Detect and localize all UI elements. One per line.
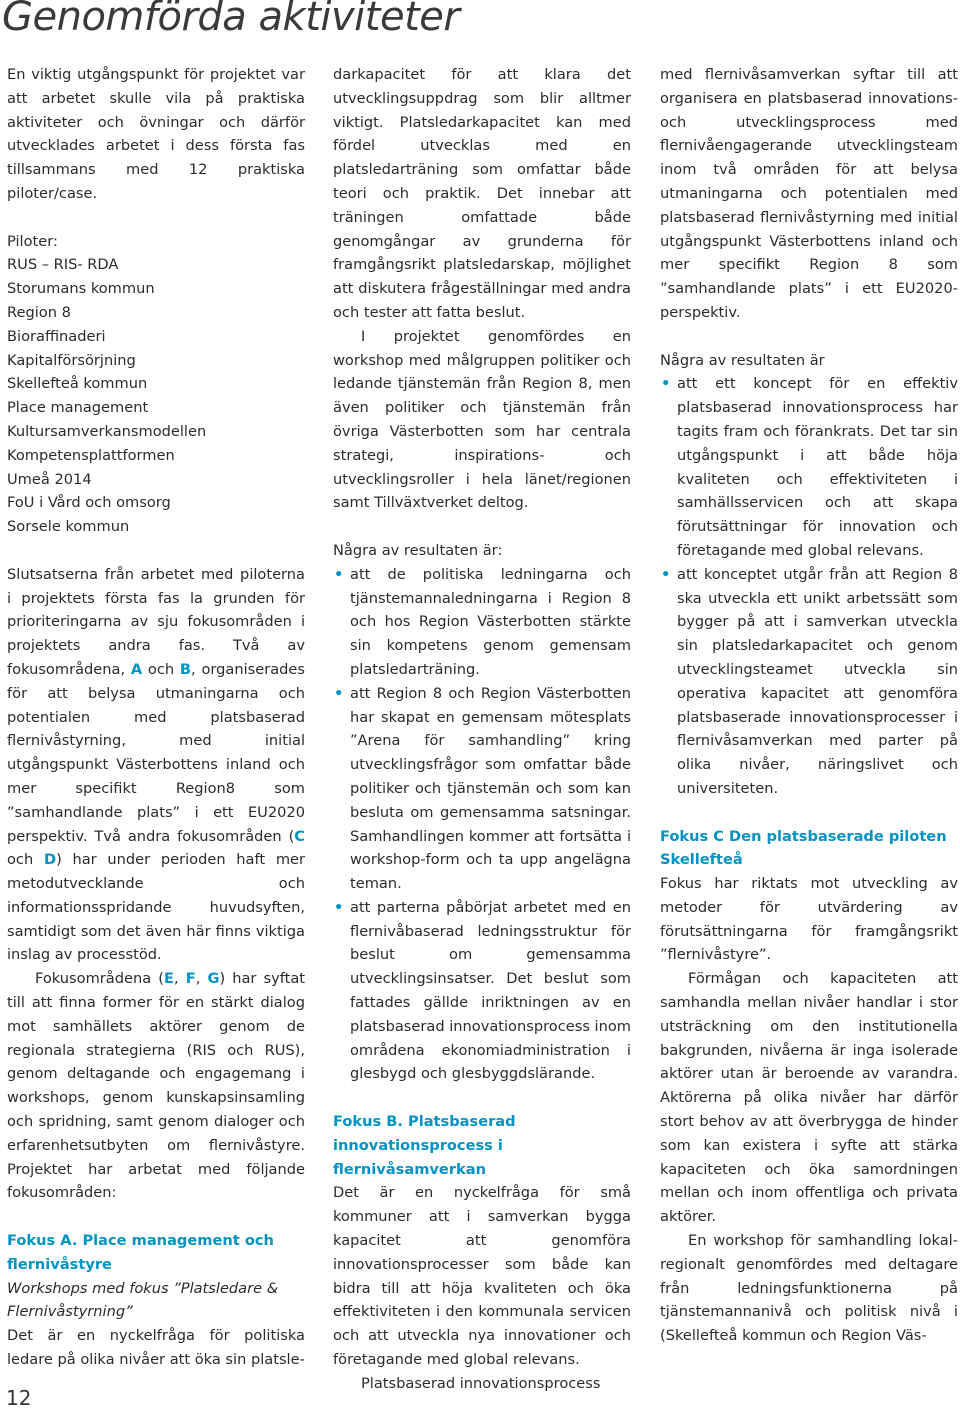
- page-number: 12: [6, 1386, 32, 1410]
- results-list: [660, 372, 958, 800]
- column-2: [333, 63, 631, 1396]
- focus-letter-d: D: [43, 851, 57, 869]
- focus-letter-f: F: [185, 970, 196, 988]
- list-item: • att ett koncept för en effektiv platsbaserad innovationsprocess har tagits fram och förankrats. Det tar sin utgångspunkt i att både höja kvaliteten och effektiviteten i samhällsservicen och att skapa förutsättningar för innovation och företagande med global relevans.: [660, 372, 958, 562]
- pilot-item: Bioraffinaderi: [7, 327, 106, 345]
- pilot-item: Umeå 2014: [7, 470, 92, 488]
- capacity-paragraph: Förmågan och kapaciteten att samhandla mellan nivåer handlar i stor utsträckning om den institutionella bakgrunden, nivåerna är inga isolerade aktörer utan är beroende av varandra. Aktörerna på olika nivåer har därför stort behov av att överbrygga de hinder som kan existera i syfte att stärka kapaciteten och öka samordningen mellan och inom offentliga och privata aktörer.: [660, 970, 958, 1226]
- bullet-icon: •: [661, 565, 671, 583]
- dialogue-paragraph: Fokusområdena (E, F, G) har syftat till att finna former för en stärkt dialog mot samhällets aktörer genom de regionala strategierna (RIS och RUS), genom deltagande och engagemang i workshops, genom kunskapsinsamling och spridning, samt genom dialoger och erfarenhetsutbyten om flernivåstyre. Projektet har arbetat med följande fokusområden:: [7, 970, 306, 1202]
- focus-letter-g: G: [207, 970, 220, 988]
- pilot-item: Storumans kommun: [7, 280, 155, 298]
- pilot-item: RUS – RIS- RDA: [7, 256, 119, 274]
- fokus-b-heading: Fokus B. Platsbaserad innovationsprocess i flernivåsamverkan: [333, 1113, 516, 1178]
- fokus-a-text: Det är en nyckelfråga för politiska ledare på olika nivåer att öka sin platsle-: [7, 1327, 305, 1369]
- workshop-skelleftea-paragraph: En workshop för samhandling lokal-regionalt genomfördes med deltagare från ledningsfunktionerna på tjänstemannanivå och politisk nivå i (Skellefteå kommun och Region Väs-: [660, 1232, 958, 1345]
- pilots-label: Piloter:: [7, 232, 58, 250]
- results-label: Några av resultaten är: [660, 351, 825, 369]
- list-item: • att de politiska ledningarna och tjänstemannaledningarna i Region 8 och hos Region Västerbotten stärkte sin kompetens genom gemensam platsledarträning.: [333, 563, 631, 682]
- innovation-paragraph: med flernivåsamverkan syftar till att organisera en platsbaserad innovations- och utvecklingsprocess med flernivåengagerande utvecklingsteam inom två områden för att belysa utmaningarna och potentialen med platsbaserad flernivåstyrning med initial utgångspunkt Västerbottens inland och mer specifikt Region 8 som ”samhandlande plats” i ett EU2020-perspektiv.: [660, 66, 958, 321]
- focus-letter-b: B: [179, 660, 192, 678]
- column-3: [660, 63, 958, 1348]
- pilot-list: [7, 230, 305, 539]
- pilot-item: Place management: [7, 399, 149, 417]
- pilot-item: Kultursamverkansmodellen: [7, 422, 207, 440]
- page-title: Genomförda aktiviteter: [2, 0, 460, 40]
- fokus-b-text: Det är en nyckelfråga för små kommuner att i samverkan bygga kapacitet att genomföra innovationsprocesser som både kan bidra till att höja kvaliteten och öka effektiviteten i den kommunala servicen och att utveckla nya innovationer och företagande med global relevans.: [333, 1184, 631, 1369]
- bullet-icon: •: [661, 375, 671, 393]
- platsledar-paragraph: darkapacitet för att klara det utvecklingsuppdrag som blir alltmer viktigt. Platsledarkapacitet kan med fördel utvecklas med en platsledarträning som omfattar både teori och praktik. Det innebar att träningen omfattade både genomgångar av grunderna för framgångsrikt platsledarskap, möjlighet att diskutera frågeställningar med andra och tester att fatta beslut.: [333, 66, 631, 321]
- workshop-paragraph: I projektet genomfördes en workshop med målgruppen politiker och ledande tjänstemän från Region 8, men även politiker och tjänstemän från övriga Västerbotten som har centrala strategi, inspirations- och utvecklingsroller i hela länet/regionen samt Tillväxtverket deltog.: [333, 327, 631, 512]
- results-list: [333, 563, 631, 1087]
- pilot-item: Kompetensplattformen: [7, 446, 175, 464]
- focus-areas-paragraph: Slutsatserna från arbetet med piloterna i projektets första fas la grunden för prioriteringarna av sju fokusområden i projektets andra fas. Två av fokusområdena, A och B, organiserades för att belysa utmaningarna och potentialen med platsbaserad flernivåstyrning, med initial utgångspunkt Västerbottens inland och mer specifikt Region8 som ”samhandlande plats” i ett EU2020 perspektiv. Två andra fokusområden (C och D) har under perioden haft mer metodutvecklande och informationsspridande huvudsyften, samtidigt som det även här finns viktiga inslag av processtöd.: [7, 565, 306, 964]
- fokus-b-tail: Platsbaserad innovationsprocess: [361, 1374, 601, 1392]
- pilot-item: Skellefteå kommun: [7, 375, 148, 393]
- list-item: • att parterna påbörjat arbetet med en flernivåbaserad ledningsstruktur för beslut om gemensamma utvecklingsinsatser. Det beslut som fattades gällde inriktningen av en platsbaserad innovationsprocess inom områdena ekonomiadministration i glesbygd och glesbyggdslärande.: [333, 896, 631, 1086]
- bullet-icon: •: [334, 684, 344, 702]
- pilot-item: Region 8: [7, 303, 71, 321]
- focus-letter-c: C: [294, 827, 305, 845]
- fokus-a-heading: Fokus A. Place management och flernivåstyre: [7, 1232, 274, 1273]
- bullet-icon: •: [334, 898, 344, 916]
- pilot-item: Kapitalförsörjning: [7, 351, 136, 369]
- focus-letter-a: A: [130, 660, 143, 678]
- focus-letter-e: E: [163, 970, 174, 988]
- pilot-item: FoU i Vård och omsorg: [7, 494, 171, 512]
- column-1: [7, 63, 305, 1372]
- fokus-a-subtitle: Workshops med fokus ”Platsledare & Flernivåstyrning”: [7, 1279, 279, 1321]
- bullet-icon: •: [334, 565, 344, 583]
- pilot-item: Sorsele kommun: [7, 518, 130, 536]
- list-item: • att Region 8 och Region Västerbotten har skapat en gemensam mötesplats ”Arena för samhandling” kring utvecklingsfrågor som omfattar både politiker och tjänstemän och som kan besluta om gemensamma satsningar. Samhandlingen kommer att fortsätta i workshop-form och ta upp angelägna teman.: [333, 682, 631, 896]
- fokus-c-heading: Fokus C Den platsbaserade piloten Skellefteå: [660, 827, 947, 869]
- fokus-c-text: Fokus har riktats mot utveckling av metoder för utvärdering av förutsättningarna för framgångsrikt ”flernivåstyre”.: [660, 875, 958, 964]
- list-item: • att konceptet utgår från att Region 8 ska utveckla ett unikt arbetssätt som bygger på att i samverkan utveckla sin platsledarkapacitet och genom utvecklingsteamet utveckla sin operativa kapacitet att genomföra platsbaserade innovationsprocesser i flernivåsamverkan med parter på olika nivåer, näringslivet och universiteten.: [660, 563, 958, 801]
- intro-paragraph: En viktig utgångspunkt för projektet var att arbetet skulle vila på praktiska aktiviteter och övningar och därför utvecklades arbetet i dess första fas tillsammans med 12 praktiska piloter/case.: [7, 66, 305, 202]
- results-label: Några av resultaten är:: [333, 541, 503, 559]
